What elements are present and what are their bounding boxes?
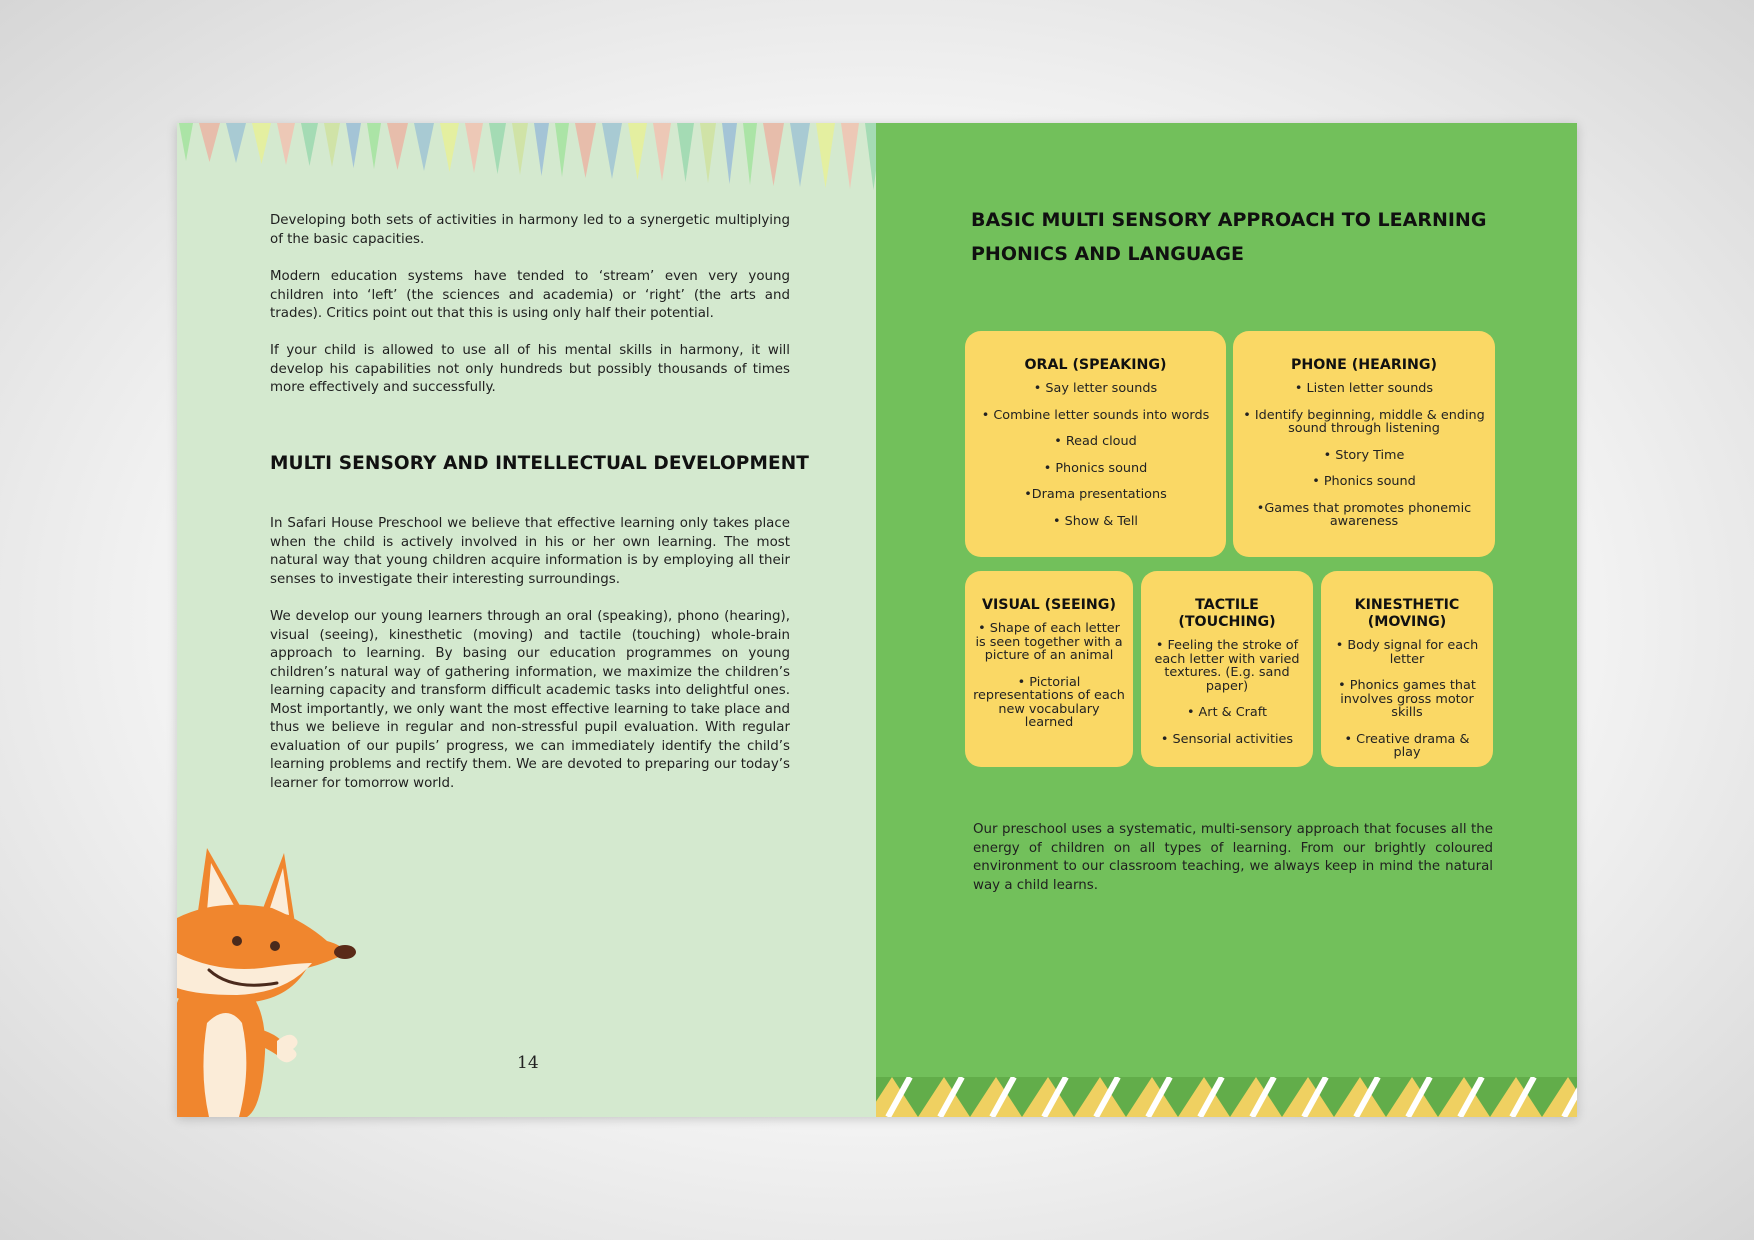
title-line-1: BASIC MULTI SENSORY APPROACH TO LEARNING	[971, 209, 1487, 231]
body-paragraph-1: In Safari House Preschool we believe that effective learning only takes place when the child is actively involved in his or her own learning. The most natural way that young children acquire information is by employing all their senses to investigate their interesting surroundings.	[270, 516, 790, 587]
intro-paragraph-3: If your child is allowed to use all of his mental skills in harmony, it will develop his capabilities not only hundreds but possibly thousands of times more effectively and successfully.	[270, 343, 790, 395]
card-item: • Shape of each letter is seen together with a picture of an animal	[975, 621, 1123, 663]
intro-paragraph-1: Developing both sets of activities in harmony led to a synergetic multiplying of the basic capacities.	[270, 213, 790, 247]
fox-illustration	[177, 823, 377, 1117]
card-item: • Story Time	[1323, 447, 1405, 463]
card-item: • Art & Craft	[1186, 705, 1268, 720]
card-item: • Body signal for each letter	[1335, 638, 1479, 667]
card-title: KINESTHETIC (MOVING)	[1354, 597, 1460, 630]
card-oral-speaking	[965, 331, 1226, 557]
card-item: • Creative drama & play	[1344, 731, 1470, 760]
card-item: • Phonics sound	[1312, 474, 1416, 489]
card-item: • Phonics games that involves gross motor skills	[1338, 678, 1476, 720]
pastel-fringe-decoration	[177, 123, 876, 213]
right-page	[876, 123, 1577, 1117]
card-title: ORAL (SPEAKING)	[1024, 357, 1167, 373]
right-page-title	[971, 203, 1531, 271]
card-item: • Identify beginning, middle & ending sound through listening	[1243, 407, 1485, 436]
section-heading: MULTI SENSORY AND INTELLECTUAL DEVELOPMENT	[270, 453, 810, 474]
card-item: • Read cloud	[1054, 434, 1137, 449]
card-title: TACTILE (TOUCHING)	[1178, 597, 1276, 630]
card-item: • Show & Tell	[1053, 513, 1138, 529]
card-title: PHONE (HEARING)	[1290, 357, 1438, 373]
card-item: • Combine letter sounds into words	[981, 407, 1210, 423]
card-tactile-touching	[1141, 571, 1313, 767]
left-page	[177, 123, 876, 1117]
card-item: •Games that promotes phonemic awareness	[1256, 500, 1472, 529]
card-item: • Say letter sounds	[1033, 381, 1158, 396]
card-item: • Feeling the stroke of each letter with varied textures. (E.g. sand paper)	[1154, 638, 1300, 694]
body-paragraph-2: We develop our young learners through an oral (speaking), phono (hearing), visual (seeing), kinesthetic (moving) and tactile (touching) whole-brain approach to learning. By basing our education programmes on young children’s natural way of gathering information, we maximize the children’s learning capacity and transform difficult academic tasks into delightful ones. Most importantly, we only want the most effective learning to take place and thus we believe in regular and non-stressful pupil evaluation. With regular evaluation of our pupils’ progress, we can immediately identify the child’s learning problems and rectify them. We are devoted to preparing our today’s learner for tomorrow world.	[270, 609, 790, 791]
page-number: 14	[517, 1053, 539, 1073]
card-kinesthetic-moving	[1321, 571, 1493, 767]
card-item: • Listen letter sounds	[1294, 381, 1434, 396]
title-line-2: PHONICS AND LANGUAGE	[971, 243, 1244, 265]
card-item: • Pictorial representations of each new vocabulary learned	[973, 674, 1125, 730]
card-title: VISUAL (SEEING)	[982, 597, 1116, 613]
brochure-spread	[177, 123, 1577, 1117]
card-item: • Phonics sound	[1043, 460, 1148, 476]
card-visual-seeing	[965, 571, 1133, 767]
closing-paragraph: Our preschool uses a systematic, multi-sensory approach that focuses all the energy of children on all types of learning. From our brightly coloured environment to our classroom teaching, we always keep in mind the natural way a child learns.	[973, 822, 1493, 893]
card-item: • Sensorial activities	[1160, 731, 1294, 747]
zigzag-border-decoration	[876, 1077, 1577, 1117]
card-item: •Drama presentations	[1024, 487, 1167, 502]
card-phone-hearing	[1233, 331, 1495, 557]
intro-paragraph-2: Modern education systems have tended to ‘stream’ even very young children into ‘left’ (the sciences and academia) or ‘right’ (the arts and trades). Critics point out that this is using only half their potential.	[270, 269, 790, 321]
